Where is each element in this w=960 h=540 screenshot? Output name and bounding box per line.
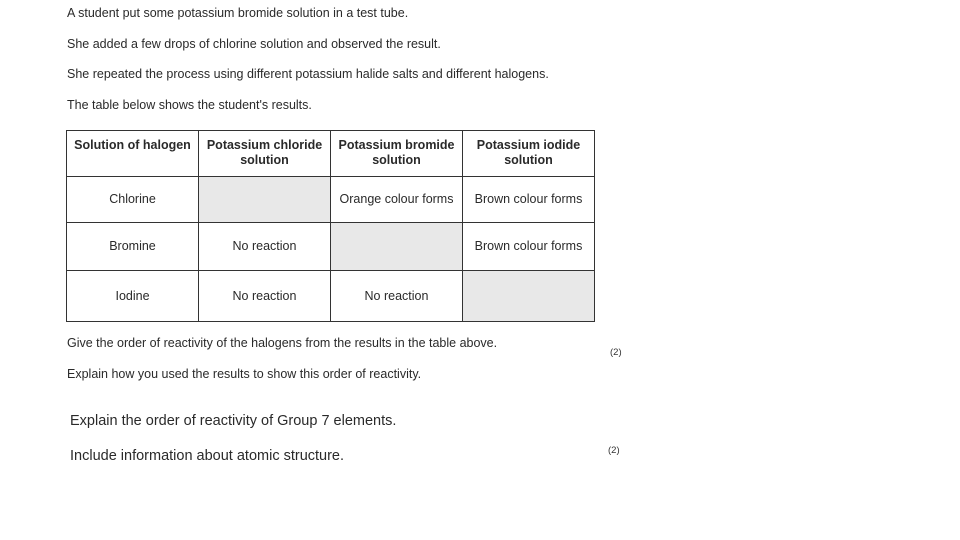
cell-chlorine-bromide: Orange colour forms (331, 177, 463, 223)
header-potassium-iodide: Potassium iodide solution (463, 131, 595, 177)
cell-iodine-chloride: No reaction (199, 271, 331, 322)
question-1-marks: (2) (610, 347, 622, 358)
intro-line-1: A student put some potassium bromide solution in a test tube. (67, 6, 409, 20)
cell-iodine-iodide-shaded (463, 271, 595, 322)
table-row-chlorine (67, 177, 595, 223)
cell-chlorine-chloride-shaded (199, 177, 331, 223)
table-row-bromine (67, 223, 595, 271)
question-2-marks: (2) (608, 445, 620, 456)
cell-chlorine-iodide: Brown colour forms (463, 177, 595, 223)
question-2: Explain the order of reactivity of Group 7 elements. (70, 413, 397, 429)
cell-bromine-name: Bromine (67, 223, 199, 271)
cell-bromine-iodide: Brown colour forms (463, 223, 595, 271)
intro-line-3: She repeated the process using different potassium halide salts and different halogens. (67, 67, 549, 81)
header-halogen: Solution of halogen (67, 131, 199, 177)
cell-iodine-name: Iodine (67, 271, 199, 322)
question-1-explain: Explain how you used the results to show this order of reactivity. (67, 367, 422, 381)
table-row-iodine (67, 271, 595, 322)
header-potassium-chloride: Potassium chloride solution (199, 131, 331, 177)
question-2-include: Include information about atomic structure. (70, 448, 345, 464)
table-header-row (67, 131, 595, 177)
question-1: Give the order of reactivity of the halogens from the results in the table above. (67, 336, 498, 350)
intro-line-2: She added a few drops of chlorine solution and observed the result. (67, 37, 441, 51)
intro-line-4: The table below shows the student's results. (67, 98, 312, 112)
cell-iodine-bromide: No reaction (331, 271, 463, 322)
cell-bromine-chloride: No reaction (199, 223, 331, 271)
cell-bromine-bromide-shaded (331, 223, 463, 271)
header-potassium-bromide: Potassium bromide solution (331, 131, 463, 177)
results-table (66, 130, 595, 322)
cell-chlorine-name: Chlorine (67, 177, 199, 223)
